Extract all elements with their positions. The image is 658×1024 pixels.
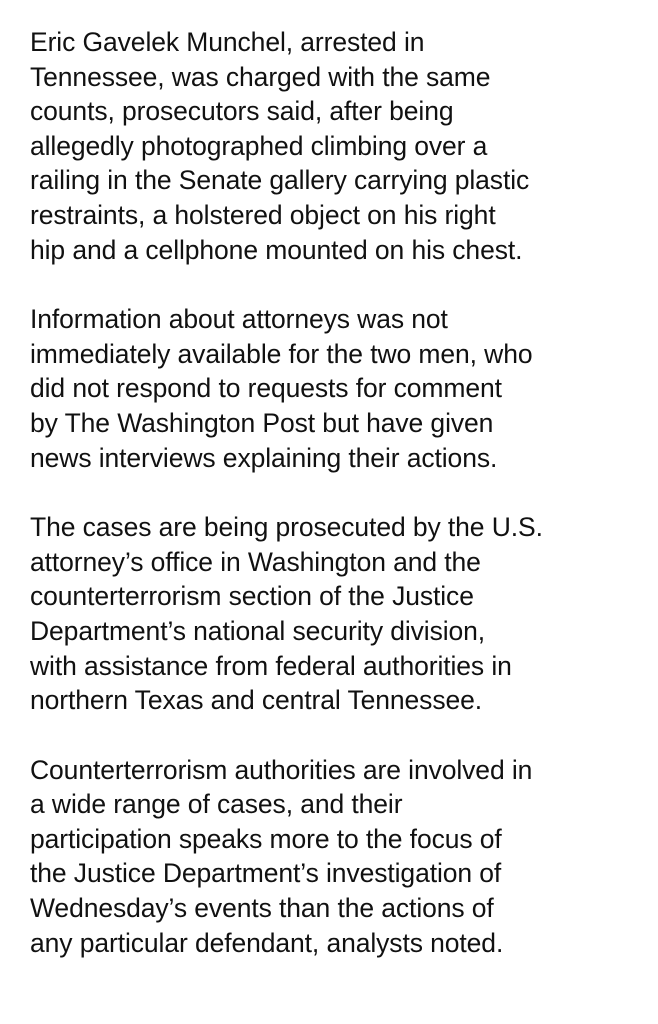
text-line: the Justice Department’s investigation of bbox=[30, 858, 502, 889]
text-line: with assistance from federal authorities in bbox=[30, 650, 512, 681]
text-line: news interviews explaining their actions. bbox=[30, 442, 498, 473]
text-line: counterterrorism section of the Justice bbox=[30, 581, 474, 612]
text-line: participation speaks more to the focus of bbox=[30, 823, 502, 854]
paragraph-attorneys bbox=[30, 302, 640, 475]
text-line: northern Texas and central Tennessee. bbox=[30, 685, 483, 716]
text-line: Wednesday’s events than the actions of bbox=[30, 893, 494, 924]
text-line: Department’s national security division, bbox=[30, 615, 486, 646]
text-line: restraints, a holstered object on his right bbox=[30, 199, 496, 230]
article-body bbox=[30, 25, 640, 995]
text-line: attorney’s office in Washington and the bbox=[30, 546, 481, 577]
text-line: allegedly photographed climbing over a bbox=[30, 130, 488, 161]
text-line: Tennessee, was charged with the same bbox=[30, 61, 491, 92]
paragraph-munchel-arrest bbox=[30, 25, 640, 267]
text-line: a wide range of cases, and their bbox=[30, 789, 403, 820]
text-line: Counterterrorism authorities are involved in bbox=[30, 754, 533, 785]
text-line: The cases are being prosecuted by the U.S. bbox=[30, 512, 543, 543]
text-line: railing in the Senate gallery carrying plastic bbox=[30, 165, 530, 196]
text-line: hip and a cellphone mounted on his chest. bbox=[30, 234, 523, 265]
text-line: did not respond to requests for comment bbox=[30, 373, 502, 404]
text-line: immediately available for the two men, who bbox=[30, 338, 533, 369]
text-line: Information about attorneys was not bbox=[30, 304, 448, 335]
paragraph-counterterrorism bbox=[30, 753, 640, 961]
text-line: by The Washington Post but have given bbox=[30, 407, 494, 438]
text-line: Eric Gavelek Munchel, arrested in bbox=[30, 27, 425, 57]
text-line: any particular defendant, analysts noted. bbox=[30, 927, 504, 958]
paragraph-prosecution bbox=[30, 510, 640, 718]
text-line: counts, prosecutors said, after being bbox=[30, 96, 454, 127]
